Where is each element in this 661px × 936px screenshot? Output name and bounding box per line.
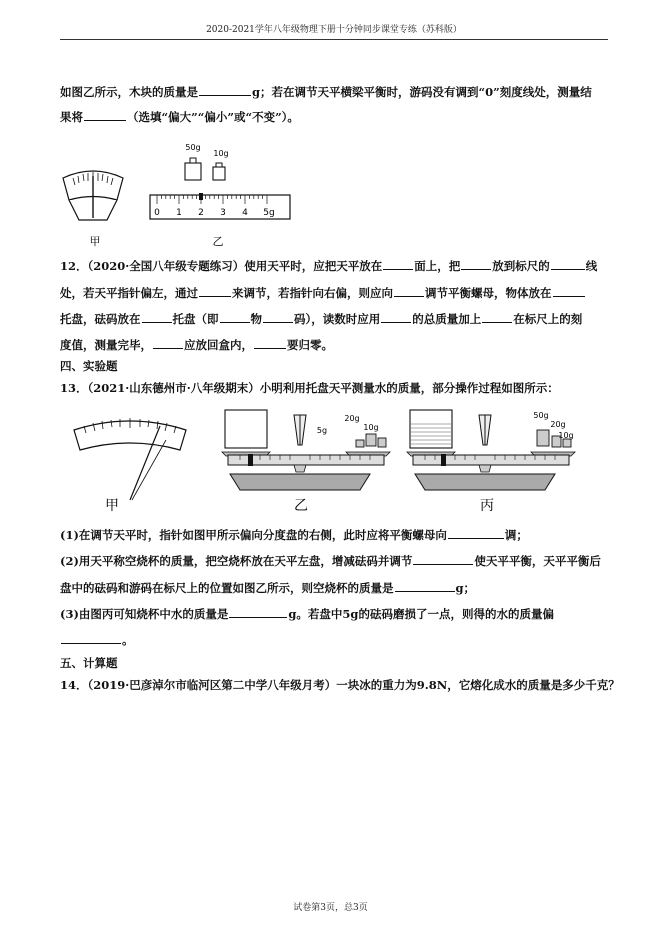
q11-line-2	[60, 109, 299, 125]
q13-bing-weight-20: 20g	[550, 420, 566, 429]
q13-part-3	[60, 606, 554, 622]
q11-text-b: g；若在调节天平横梁平衡时，游码没有调到“0”刻度线处，测量结	[252, 85, 592, 99]
q11-text-a: 如图乙所示，木块的质量是	[60, 85, 198, 99]
q12-text-3b: 托盘（即	[172, 312, 219, 326]
q12-text-1d: 线	[585, 259, 598, 273]
q11-rider	[199, 193, 203, 200]
q13-text-2b: 使天平平衡，天平平衡后	[474, 554, 601, 568]
q12-text-2b: 来调节，若指针向右偏，则应向	[232, 286, 393, 300]
q12-blank-7[interactable]	[142, 311, 172, 323]
q13-dial-jia	[74, 418, 186, 500]
q13-balance-yi	[222, 410, 390, 490]
q12-line-1	[60, 258, 597, 274]
q12-blank-6[interactable]	[553, 285, 585, 297]
q12-text-1a: 12．（2020·全国八年级专题练习）使用天平时，应把天平放在	[60, 259, 383, 273]
q13-text-3c: 。	[122, 633, 134, 647]
q12-text-1b: 面上，把	[414, 259, 461, 273]
q12-line-4	[60, 337, 333, 353]
q11-figure	[55, 138, 305, 253]
q11-label-yi: 乙	[212, 235, 224, 248]
q11-weights	[185, 158, 225, 180]
q12-text-4c: 要归零。	[287, 338, 333, 352]
q12-blank-3[interactable]	[551, 258, 585, 270]
q13-figure	[60, 400, 580, 518]
q13-part-2	[60, 553, 601, 569]
q13-blank-1[interactable]	[448, 527, 504, 539]
q11-blank-mass[interactable]	[199, 84, 251, 96]
page-footer: 试卷第3页，总3页	[293, 903, 368, 913]
q13-label-bing: 丙	[480, 498, 494, 514]
q12-line-2	[60, 285, 586, 301]
section-experiment: 四、实验题	[60, 359, 118, 373]
q12-text-4b: 应放回盒内，	[184, 338, 253, 352]
q13-yi-weight-10: 10g	[363, 423, 379, 432]
q12-text-1c: 放到标尺的	[492, 259, 550, 273]
q13-text-2c: 盘中的砝码和游码在标尺上的位置如图乙所示，则空烧杯的质量是	[60, 581, 394, 595]
q11-line-1	[60, 84, 592, 100]
q13-text-1b: 调；	[504, 528, 528, 542]
q12-blank-2[interactable]	[461, 258, 491, 270]
q11-ruler-tick-3: 3	[220, 208, 226, 218]
q12-text-3f: 在标尺上的刻	[513, 312, 583, 326]
q12-blank-4[interactable]	[199, 285, 231, 297]
q11-weight-10-label: 10g	[213, 149, 229, 158]
q14-text: 14．（2019·巴彦淖尔市临河区第二中学八年级月考）一块冰的重力为9.8N，它熔化成水的质量是多少千克？	[60, 678, 620, 692]
q13-yi-weight-5: 5g	[316, 426, 328, 435]
q13-text-1a: (1)在调节天平时，指针如图甲所示偏向分度盘的右侧，此时应将平衡螺母向	[60, 528, 447, 542]
q13-yi-weight-20: 20g	[344, 414, 360, 423]
q12-text-3e: 的总质量加上	[412, 312, 482, 326]
q11-label-jia: 甲	[89, 235, 101, 248]
q13-blank-2[interactable]	[413, 553, 473, 565]
q11-ruler-tick-0: 0	[154, 208, 160, 218]
q12-blank-11[interactable]	[482, 311, 512, 323]
q12-text-4a: 度值，测量完毕，	[60, 338, 152, 352]
q13-bing-weight-10: 10g	[558, 431, 574, 440]
q13-bing-weight-50: 50g	[533, 411, 549, 420]
q13-blank-3[interactable]	[395, 580, 455, 592]
q12-blank-5[interactable]	[394, 285, 424, 297]
q13-blank-4[interactable]	[229, 606, 287, 618]
q13-text-3a: (3)由图丙可知烧杯中水的质量是	[60, 607, 229, 621]
q13-label-jia: 甲	[105, 498, 119, 514]
q13-text-3b: g。若盘中5g的砝码磨损了一点，则得的水的质量偏	[288, 607, 554, 621]
q13-text-2a: (2)用天平称空烧杯的质量，把空烧杯放在天平左盘，增减砝码并调节	[60, 554, 413, 568]
q13-label-yi: 乙	[294, 498, 308, 514]
q12-text-2c: 调节平衡螺母，物体放在	[425, 286, 552, 300]
q12-blank-13[interactable]	[254, 337, 286, 349]
q13-part-3-cont	[60, 632, 134, 648]
q11-text-c: 果将	[60, 110, 83, 124]
q13-text-2d: g；	[455, 581, 476, 595]
q12-blank-8[interactable]	[220, 311, 250, 323]
page-header: 2020-2021学年八年级物理下册十分钟同步课堂专练（苏科版）	[60, 22, 608, 40]
q12-text-3a: 托盘，砝码放在	[60, 312, 141, 326]
q13-blank-5[interactable]	[61, 632, 121, 644]
q13-part-1	[60, 527, 528, 543]
q11-blank-result[interactable]	[84, 109, 126, 121]
q12-text-3d: 码），读数时应用	[294, 312, 381, 326]
q13-intro: 13．（2021·山东德州市·八年级期末）小明利用托盘天平测量水的质量，部分操作过程如图所示：	[60, 381, 559, 395]
q11-ruler-tick-4: 4	[242, 208, 248, 218]
q13-part-2-cont	[60, 580, 475, 596]
q11-ruler-tick-1: 1	[176, 208, 182, 218]
q11-dial-jia	[63, 171, 123, 220]
q12-blank-9[interactable]	[263, 311, 293, 323]
q12-text-3c: 物	[250, 312, 262, 326]
q11-ruler-tick-2: 2	[198, 208, 204, 218]
q12-blank-10[interactable]	[381, 311, 411, 323]
q11-ruler-tick-5g: 5g	[263, 208, 275, 218]
q11-weight-50-label: 50g	[185, 143, 201, 152]
q11-text-d: （选填“偏大”“偏小”或“不变”）。	[127, 110, 299, 124]
q12-line-3	[60, 311, 582, 327]
q12-text-2a: 处，若天平指针偏左，通过	[60, 286, 198, 300]
q12-blank-1[interactable]	[383, 258, 413, 270]
section-calculation: 五、计算题	[60, 656, 118, 670]
q12-blank-12[interactable]	[153, 337, 183, 349]
